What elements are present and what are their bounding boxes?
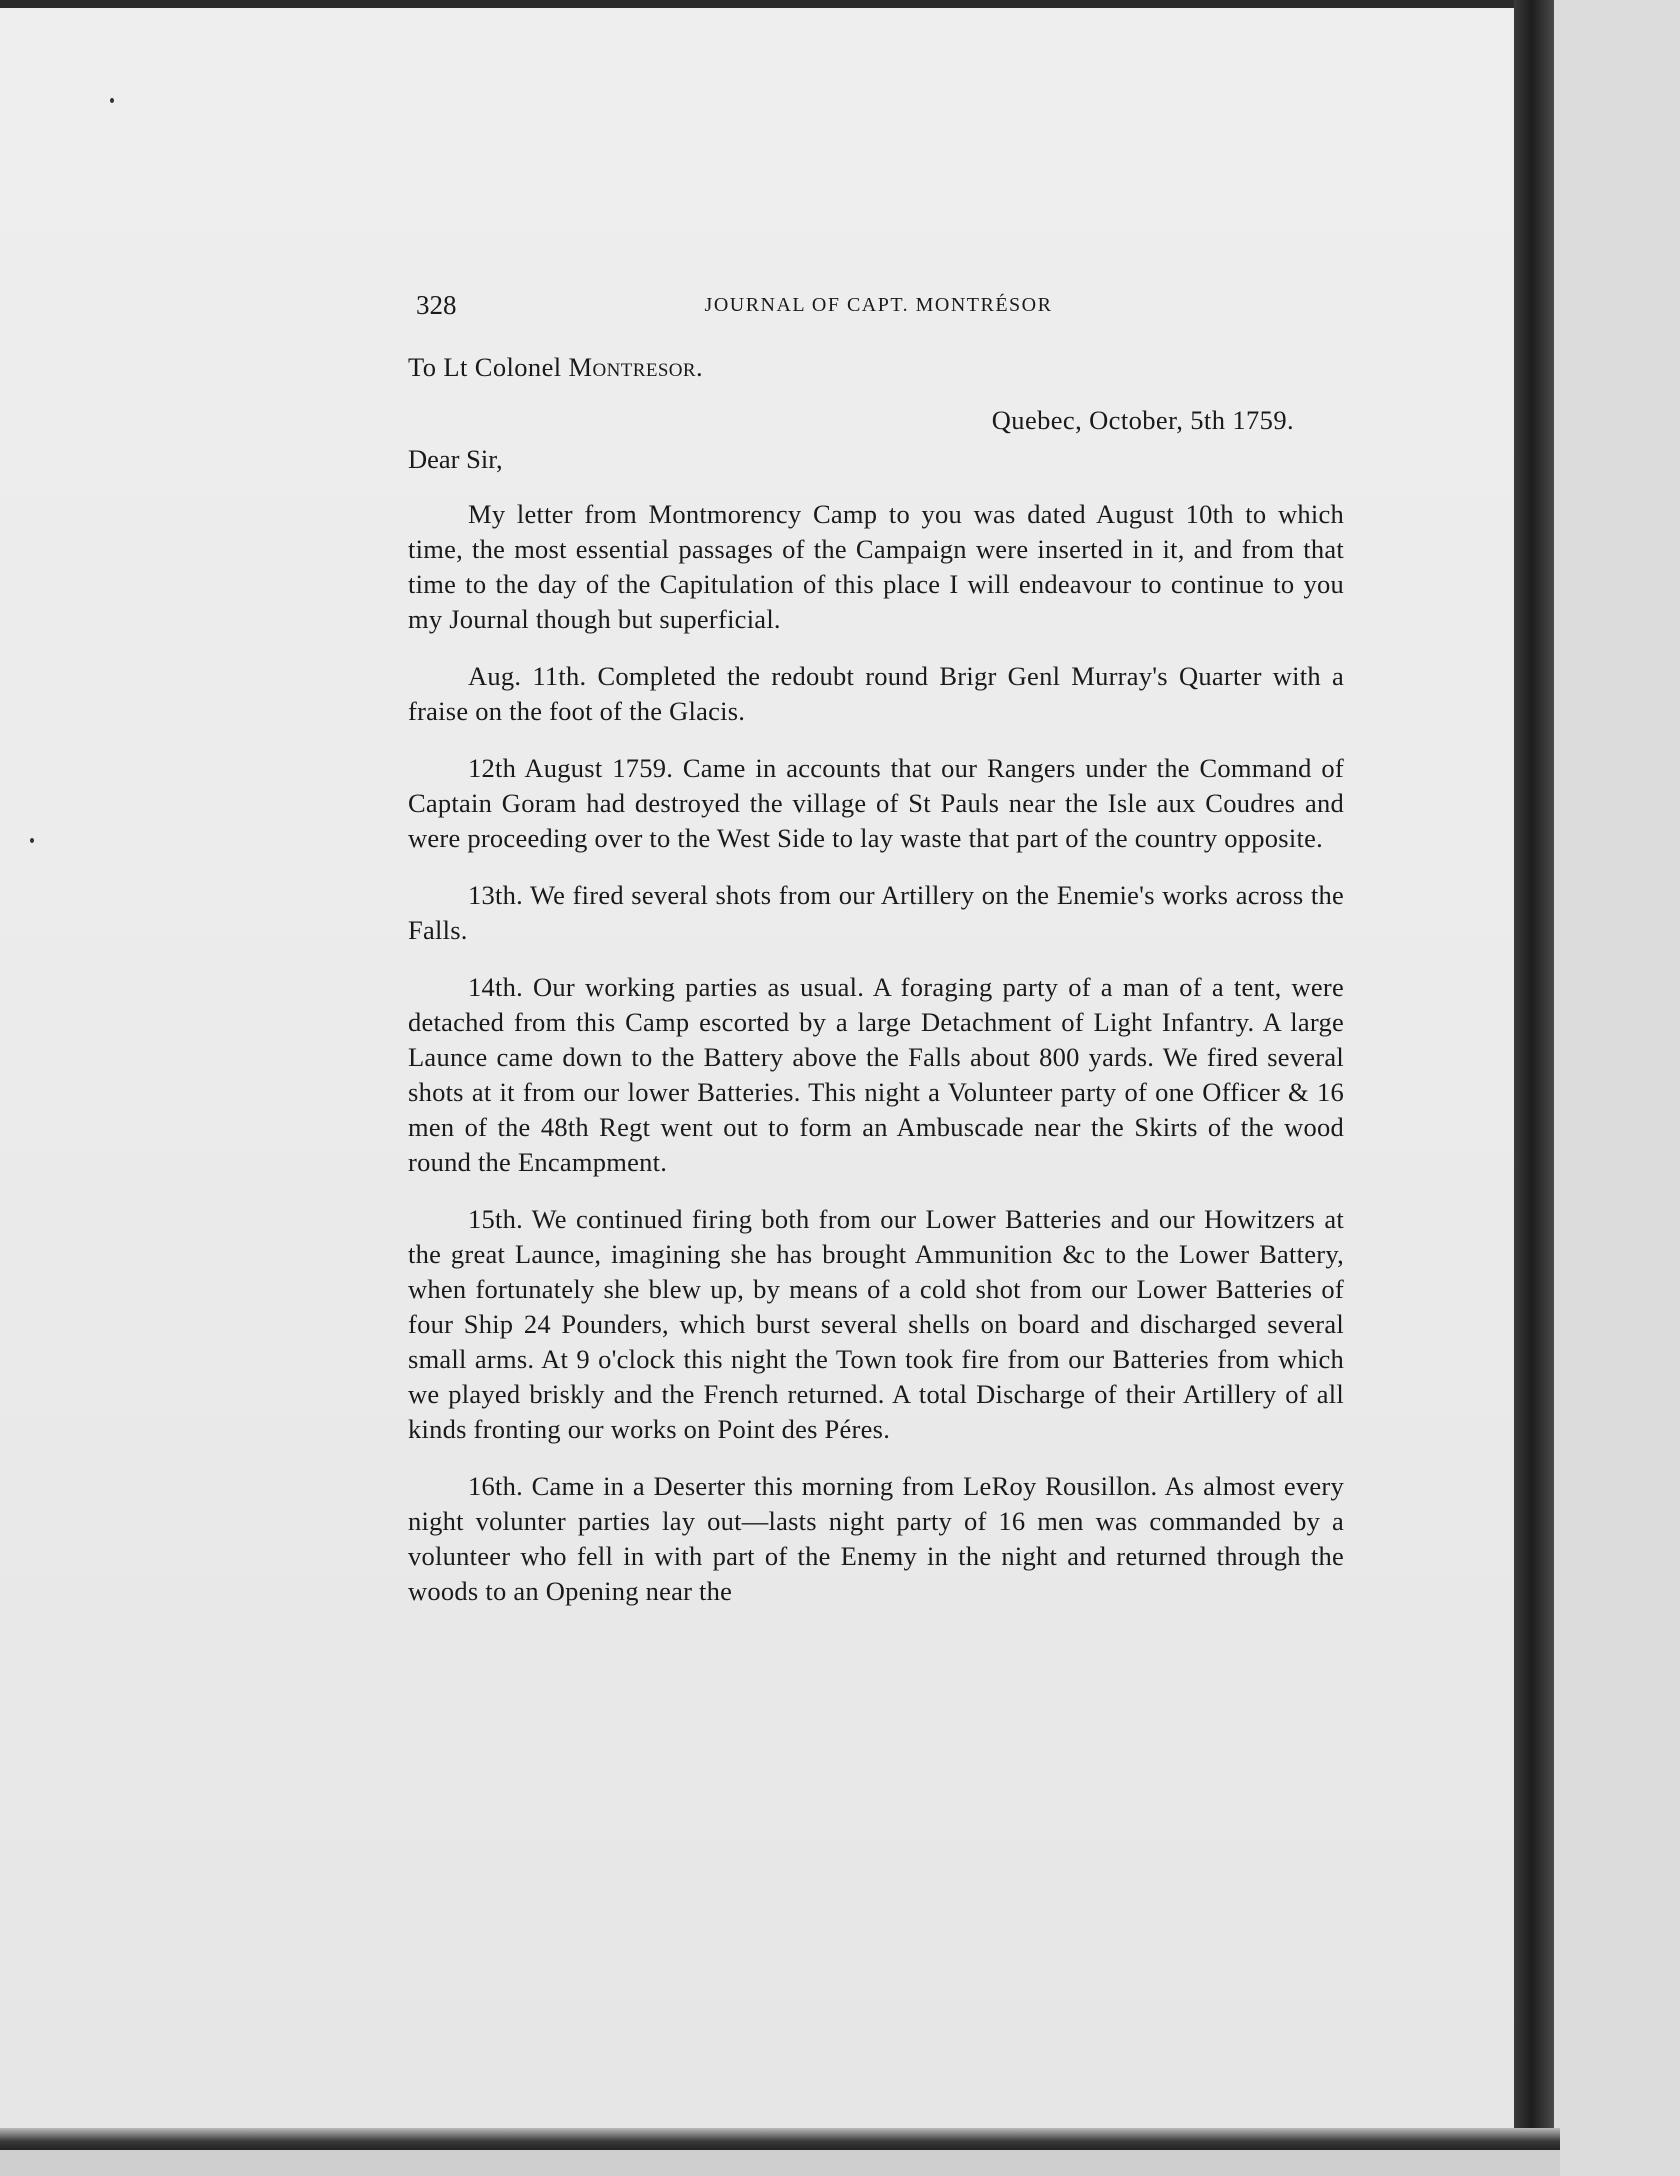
journal-entry-aug-14: 14th. Our working parties as usual. A foraging party of a man of a tent, were detached from this Camp escorted by a large Detachment of Light Infantry. A large Launce came down to the Battery above the Falls about 800 yards. We fired several shots at it from our lower Batteries. This night a Volunteer party of one Officer & 16 men of the 48th Regt went out to form an Ambuscade near the Skirts of the wood round the Encampment. <box>408 972 1344 1177</box>
bottom-edge-shadow <box>0 2128 1560 2150</box>
letter-addressee <box>408 350 1344 385</box>
top-edge-shadow <box>0 0 1560 8</box>
adjacent-page-edge <box>1554 0 1680 2176</box>
bottom-margin-strip <box>0 2150 1560 2176</box>
scan-speck <box>30 838 34 843</box>
journal-entry-aug-16: 16th. Came in a Deserter this morning from LeRoy Rousillon. As almost every night volunter parties lay out—lasts night party of 16 men was commanded by a volunteer who fell in with part of the Enemy in the night and returned through the woods to an Opening near the <box>408 1471 1344 1606</box>
page-header <box>416 290 1341 330</box>
addressee-prefix: To Lt Colonel <box>408 352 569 382</box>
addressee-name: Montresor. <box>568 352 704 382</box>
journal-entry-aug-15: 15th. We continued firing both from our Lower Batteries and our Howitzers at the great Launce, imagining she has brought Ammunition &c to the Lower Battery, when fortunately she blew up, by means of a cold shot from our Lower Batteries of four Ship 24 Pounders, which burst several shells on board and discharged several small arms. At 9 o'clock this night the Town took fire from our Batteries from which we played briskly and the French returned. A total Discharge of their Artillery of all kinds fronting our works on Point des Péres. <box>408 1204 1344 1444</box>
journal-entry-aug-12: 12th August 1759. Came in accounts that our Rangers under the Command of Captain Goram had destroyed the village of St Pauls near the Isle aux Coudres and were proceeding over to the West Side to lay waste that part of the country opposite. <box>408 753 1344 853</box>
page-number: 328 <box>416 290 457 320</box>
scan-speck <box>110 98 114 103</box>
intro-paragraph: My letter from Montmorency Camp to you was dated August 10th to which time, the most essential passages of the Campaign were inserted in it, and from that time to the day of the Capitulation of this place I will endeavour to continue to you my Journal though but superficial. <box>408 499 1344 634</box>
letter-dateline: Quebec, October, 5th 1759. <box>991 405 1294 435</box>
book-spine <box>1514 0 1554 2176</box>
journal-entry-aug-13: 13th. We fired several shots from our Artillery on the Enemie's works across the Falls. <box>408 880 1344 945</box>
letter-salutation: Dear Sir, <box>408 444 503 474</box>
page-body <box>408 350 1344 1609</box>
running-head: JOURNAL OF CAPT. MONTRÉSOR <box>704 294 1053 316</box>
journal-entry-aug-11: Aug. 11th. Completed the redoubt round Brigr Genl Murray's Quarter with a fraise on the foot of the Glacis. <box>408 661 1344 726</box>
